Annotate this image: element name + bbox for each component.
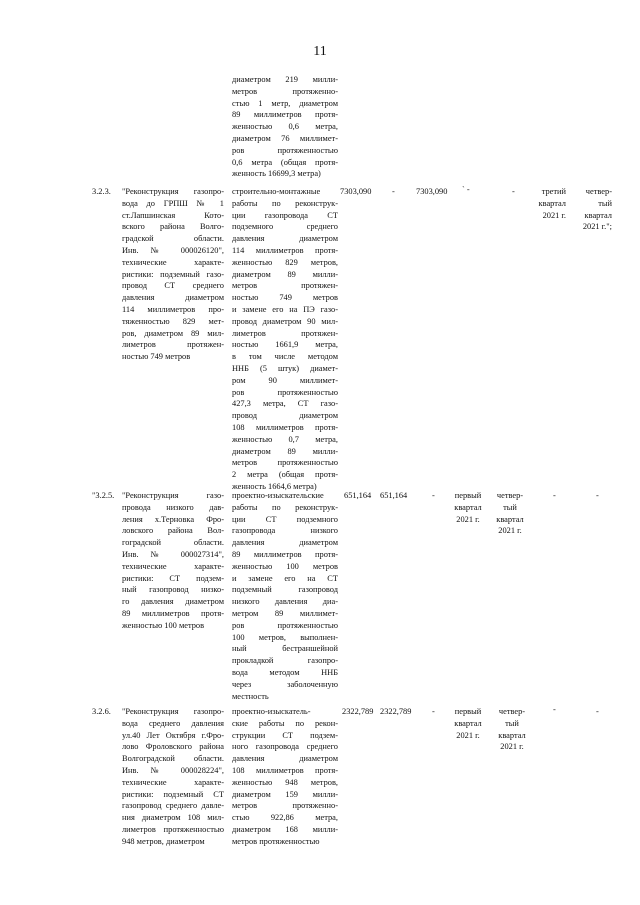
cost-cell: - — [432, 707, 435, 716]
text-line: 0,6 метра (общая протя- — [232, 157, 338, 167]
text-line: 108 миллиметров протя- — [232, 765, 338, 775]
cost-cell: - — [596, 491, 599, 500]
text-line: проектно-изыскатель- — [232, 707, 311, 716]
text-line: струкции СТ подзем- — [232, 730, 338, 740]
text-line: ров протяженностью — [232, 145, 338, 155]
text-line: женностью 829 метров, — [232, 257, 338, 267]
text-line: в том числе методом — [232, 352, 338, 362]
text-line: ристики: СТ подзем- — [122, 573, 224, 583]
text-line: вского района Волго- — [122, 222, 224, 232]
text-line: квартал — [454, 718, 482, 728]
cost-cell: - — [553, 491, 556, 500]
text-line: вода среднего давления — [122, 718, 224, 728]
text-line: давления диаметром — [232, 754, 338, 764]
text-line: квартал — [538, 198, 566, 208]
text-line: метров протяженно- — [232, 86, 338, 96]
cost-cell: - — [512, 187, 515, 196]
text-line: женностью 948 метров, — [232, 777, 338, 787]
text-line: гоградской области. — [122, 538, 224, 548]
object-name-cell — [122, 706, 224, 848]
text-line: 114 миллиметров про- — [122, 304, 224, 314]
works-description-cell — [232, 186, 338, 493]
text-line: метром 89 миллимет- — [232, 608, 338, 618]
text-line: лиметров протяжен- — [122, 340, 224, 350]
text-line: диаметром 159 милли- — [232, 789, 338, 799]
text-line: прокладкой газопро- — [232, 656, 338, 666]
cost-cell: ` - — [462, 185, 470, 194]
text-line: вода методом ННБ — [232, 667, 338, 677]
text-line: Волгоградской области. — [122, 754, 224, 764]
text-line: ный бестраншейной — [232, 644, 338, 654]
text-line: ции газопровода СТ — [232, 210, 338, 220]
text-line: квартал — [454, 502, 482, 512]
text-line: "Реконструкция газопро- — [122, 707, 224, 716]
text-line: работы по реконструк- — [232, 198, 338, 208]
text-line: лово Фроловского района — [122, 742, 224, 752]
text-line: 89 миллиметров протя- — [232, 110, 338, 120]
text-line: ров протяженностью — [232, 620, 338, 630]
text-line: тый — [598, 198, 612, 208]
start-period-cell — [524, 186, 566, 221]
text-line: женностью 0,6 метра, — [232, 122, 338, 132]
text-line: ностью 749 метров — [122, 352, 191, 362]
cost-cell: 2322,789 — [380, 707, 412, 716]
text-line: ностью 1661,9 метра, — [232, 340, 338, 350]
text-line: провода низкого дав- — [122, 502, 224, 512]
text-line: 2 метра (общая протя- — [232, 470, 338, 480]
text-line: провод диаметром 90 мил- — [232, 316, 338, 326]
text-line: 2021 г. — [456, 730, 480, 740]
text-line: лиметров протяженностью — [122, 824, 224, 834]
text-line: технические характе- — [122, 777, 224, 787]
text-line: низкого давления диа- — [232, 597, 338, 607]
text-line: Инв. № 000028224", — [122, 765, 224, 775]
text-line: строительно-монтажные — [232, 187, 321, 196]
text-line: метров протяженно- — [232, 801, 338, 811]
total-cost-cell: 7303,090 — [340, 187, 372, 196]
text-line: метров протяженностью — [232, 458, 338, 468]
text-line: ров, диаметром 89 мил- — [122, 328, 224, 338]
text-line: ул.40 Лет Октября г.Фро- — [122, 730, 224, 740]
text-line: ловского района Вол- — [122, 526, 224, 536]
text-line: ристики: подземный газо- — [122, 269, 224, 279]
text-line: 89 миллиметров протя- — [122, 608, 224, 618]
text-line: четвер- — [496, 491, 524, 500]
page-number: 11 — [313, 44, 327, 59]
text-line: тый — [503, 502, 517, 512]
text-line: через заболоченную — [232, 679, 338, 689]
text-line: диаметром 219 милли- — [232, 75, 338, 84]
text-line: Инв. № 000026120", — [122, 245, 224, 255]
text-line: местность — [232, 691, 269, 701]
cost-cell: - — [553, 705, 556, 714]
text-line: диаметром 168 милли- — [232, 824, 338, 834]
row-number: "3.2.5. — [92, 491, 115, 500]
text-line: диаметром 76 миллимет- — [232, 133, 338, 143]
text-line: женностью 0,7 метра, — [232, 434, 338, 444]
text-line: диаметром 89 милли- — [232, 446, 338, 456]
text-line: женность 1664,6 метра) — [232, 481, 317, 491]
text-line: проектно-изыскательские — [232, 491, 324, 500]
text-line: ст.Лапшинская Кото- — [122, 210, 224, 220]
cost-cell: 7303,090 — [416, 187, 448, 196]
text-line: первый — [454, 491, 482, 500]
text-line: 89 миллиметров протя- — [232, 549, 338, 559]
text-line: 100 метров, выполнен- — [232, 632, 338, 642]
text-line: квартал — [496, 514, 524, 524]
end-period-cell — [494, 706, 530, 753]
cost-cell: - — [392, 187, 395, 196]
text-line: подземного среднего — [232, 222, 338, 232]
works-description-cell — [232, 706, 338, 848]
text-line: 427,3 метра, СТ газо- — [232, 399, 338, 409]
text-line: давления диаметром — [232, 538, 338, 548]
text-line: квартал — [498, 730, 526, 740]
text-line: женностью 100 метров — [122, 620, 205, 630]
top-continuation-text — [232, 74, 338, 180]
text-line: 114 миллиметров протя- — [232, 245, 338, 255]
text-line: метров протяжен- — [232, 281, 338, 291]
text-line: го давления диаметром — [122, 597, 224, 607]
text-line: стью 1 метр, диаметром — [232, 98, 338, 108]
text-line: третий — [541, 187, 566, 196]
text-line: 2021 г. — [498, 526, 522, 536]
text-line: работы по реконструк- — [232, 502, 338, 512]
start-period-cell — [448, 490, 488, 525]
text-line: ный газопровод низко- — [122, 585, 224, 595]
text-line: тый — [505, 718, 519, 728]
text-line: давления диаметром — [232, 234, 338, 244]
text-line: женность 16699,3 метра) — [232, 169, 321, 179]
total-cost-cell: 651,164 — [344, 491, 372, 500]
text-line: тяженностью 829 мет- — [122, 316, 224, 326]
text-line: ристики: подземный СТ — [122, 789, 224, 799]
text-line: технические характе- — [122, 561, 224, 571]
text-line: подземный газопровод — [232, 585, 338, 595]
text-line: квартал — [584, 210, 612, 220]
text-line: женностью 100 метров — [232, 561, 338, 571]
start-period-cell — [448, 706, 488, 741]
text-line: 2021 г. — [542, 210, 566, 220]
text-line: и замене его на СТ — [232, 573, 338, 583]
total-cost-cell: 2322,789 — [342, 707, 374, 716]
cost-cell: - — [596, 707, 599, 716]
object-name-cell — [122, 490, 224, 632]
text-line: градской области. — [122, 234, 224, 244]
cost-cell: - — [432, 491, 435, 500]
text-line: 2021 г."; — [582, 222, 612, 232]
text-line: газопровода низкого — [232, 526, 338, 536]
works-description-cell — [232, 490, 338, 702]
row-number: 3.2.6. — [92, 707, 111, 716]
text-line: 108 миллиметров протя- — [232, 422, 338, 432]
text-line: 948 метров, диаметром — [122, 836, 205, 846]
text-line: диаметром 89 милли- — [232, 269, 338, 279]
text-line: провод СТ среднего — [122, 281, 224, 291]
text-line: вода до ГРПШ № 1 — [122, 198, 224, 208]
text-line: стью 922,86 метра, — [232, 813, 338, 823]
text-line: ров протяженностью — [232, 387, 338, 397]
text-line: ННБ (5 штук) диамет- — [232, 363, 338, 373]
text-line: ного газопровода среднего — [232, 742, 338, 752]
object-name-cell — [122, 186, 224, 363]
text-line: ские работы по рекон- — [232, 718, 338, 728]
text-line: Инв. № 000027314", — [122, 549, 224, 559]
text-line: первый — [454, 707, 482, 716]
cost-cell: 651,164 — [380, 491, 408, 500]
text-line: газопровод среднего давле- — [122, 801, 224, 811]
text-line: ностью 749 метров — [232, 293, 338, 303]
text-line: ром 90 миллимет- — [232, 375, 338, 385]
text-line: четвер- — [585, 187, 612, 196]
text-line: ния диаметром 108 мил- — [122, 813, 224, 823]
text-line: давления диаметром — [122, 293, 224, 303]
text-line: 2021 г. — [456, 514, 480, 524]
text-line: и замене его на ПЭ газо- — [232, 304, 338, 314]
text-line: ции СТ подземного — [232, 514, 338, 524]
row-number: 3.2.3. — [92, 187, 111, 196]
text-line: четвер- — [498, 707, 526, 716]
text-line: технические характе- — [122, 257, 224, 267]
text-line: 2021 г. — [500, 742, 524, 752]
text-line: метров протяженностью — [232, 836, 320, 846]
text-line: ления х.Терновка Фро- — [122, 514, 224, 524]
text-line: "Реконструкция газопро- — [122, 187, 224, 196]
end-period-cell — [572, 186, 612, 233]
end-period-cell — [492, 490, 528, 537]
text-line: лиметров протяжен- — [232, 328, 338, 338]
text-line: "Реконструкция газо- — [122, 491, 224, 500]
text-line: провод диаметром — [232, 411, 338, 421]
